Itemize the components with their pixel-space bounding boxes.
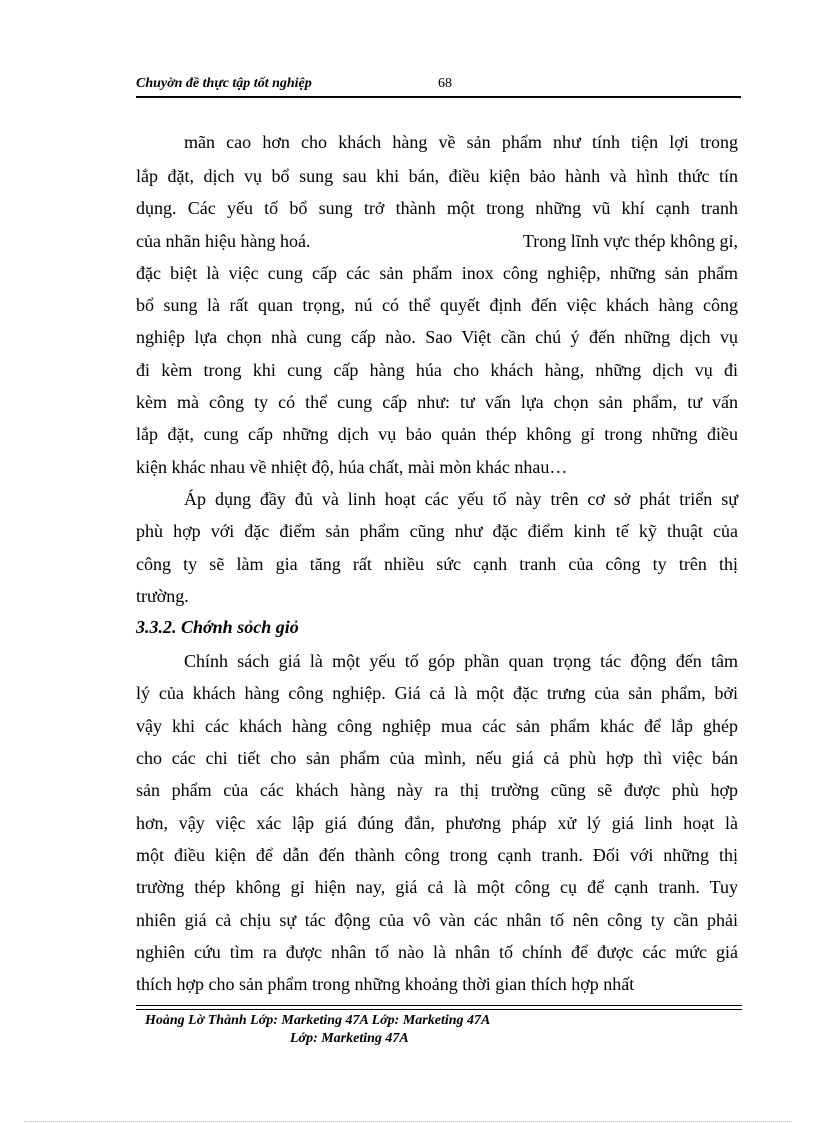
paragraph-line: nghiên cứu tìm ra được nhân tố nào là nhân tố chính để được các mức giá xyxy=(136,942,738,962)
paragraph-line: cho các chi tiết cho sản phẩm của mình, nếu giá cả phù hợp thì việc bán xyxy=(136,748,738,768)
header-title: Chuyờn đề thực tập tốt nghiệp xyxy=(136,76,312,91)
paragraph-line: đặc biệt là việc cung cấp các sản phẩm inox công nghiệp, những sản phẩm xyxy=(136,263,738,283)
paragraph-line: kiện khác nhau về nhiệt độ, húa chất, mài mòn khác nhau… xyxy=(136,457,568,477)
paragraph-line: nghiệp lựa chọn nhà cung cấp nào. Sao Việt cần chú ý đến những dịch vụ xyxy=(136,327,738,347)
paragraph-line: nhiên giá cả chịu sự tác động của vô vàn các nhân tố nên công ty cần phải xyxy=(136,910,738,930)
paragraph-line: mãn cao hơn cho khách hàng về sản phẩm như tính tiện lợi trong xyxy=(184,132,738,152)
paragraph-line: vậy khi các khách hàng công nghiệp mua các sản phẩm khác để lắp ghép xyxy=(136,716,738,736)
paragraph-line: lắp đặt, cung cấp những dịch vụ bảo quản thép không gỉ trong những điều xyxy=(136,424,738,444)
paragraph-line: của nhãn hiệu hàng hoá. xyxy=(136,231,311,251)
paragraph-line: hơn, vậy việc xác lập giá đúng đắn, phương pháp xử lý giá linh hoạt là xyxy=(136,813,738,833)
paragraph-line: trường thép không gỉ hiện nay, giá cả là một công cụ để cạnh tranh. Tuy xyxy=(136,877,738,897)
paragraph-line: một điều kiện để dẫn đến thành công trong cạnh tranh. Đối với những thị xyxy=(136,845,738,865)
paragraph-line: lý của khách hàng công nghiệp. Giá cả là một đặc trưng của sản phẩm, bởi xyxy=(136,683,738,703)
page-number: 68 xyxy=(438,76,452,91)
paragraph-line: phù hợp với đặc điểm sản phẩm cũng như đặc điểm kinh tế kỹ thuật của xyxy=(136,521,738,541)
page-edge-divider xyxy=(24,1121,792,1122)
paragraph-line: Chính sách giá là một yếu tố góp phần quan trọng tác động đến tâm xyxy=(184,651,738,671)
footer-line: Hoàng Lờ Thành Lớp: Marketing 47A Lớp: Marketing 47A xyxy=(145,1013,491,1028)
paragraph-line: lắp đặt, dịch vụ bổ sung sau khi bán, điều kiện bảo hành và hình thức tín xyxy=(136,166,738,186)
paragraph-line: đi kèm trong khi cung cấp hàng húa cho khách hàng, những dịch vụ đi xyxy=(136,360,738,380)
paragraph-line: trường. xyxy=(136,586,189,606)
footer-rule xyxy=(136,1005,742,1006)
page-header xyxy=(136,76,741,96)
paragraph-line: Áp dụng đầy đủ và linh hoạt các yếu tố này trên cơ sở phát triển sự xyxy=(184,489,738,509)
paragraph-line: thích hợp cho sản phẩm trong những khoảng thời gian thích hợp nhất xyxy=(136,974,635,994)
paragraph-line: sản phẩm của các khách hàng này ra thị trường cũng sẽ được phù hợp xyxy=(136,780,738,800)
paragraph-line: bổ sung là rất quan trọng, nú có thể quyết định đến việc khách hàng công xyxy=(136,295,738,315)
footer-line: Lớp: Marketing 47A xyxy=(290,1031,409,1046)
section-heading: 3.3.2. Chớnh sỏch giỏ xyxy=(136,617,299,637)
paragraph-line: dụng. Các yếu tố bổ sung trở thành một trong những vũ khí cạnh tranh xyxy=(136,198,738,218)
header-rule xyxy=(136,96,741,98)
paragraph-line: Trong lĩnh vực thép không gỉ, xyxy=(522,231,738,251)
paragraph-line: công ty sẽ làm gia tăng rất nhiều sức cạnh tranh của công ty trên thị xyxy=(136,554,738,574)
paragraph-line: kèm mà công ty có thể cung cấp như: tư vấn lựa chọn sản phẩm, tư vấn xyxy=(136,392,738,412)
footer-rule xyxy=(136,1009,742,1010)
